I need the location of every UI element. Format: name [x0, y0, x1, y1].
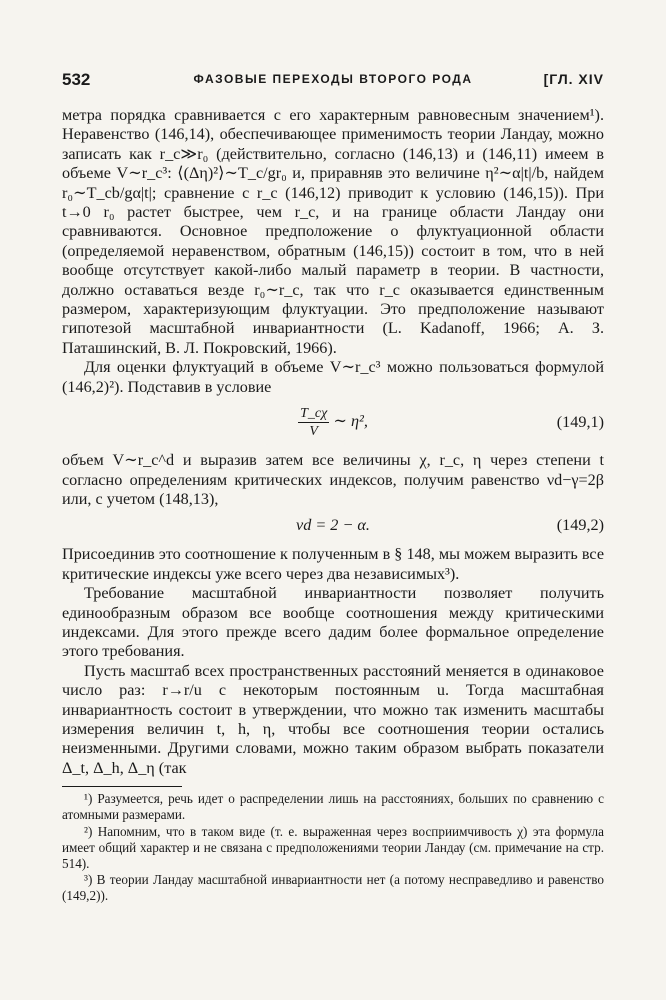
footnote-divider	[62, 786, 182, 787]
footnote-3: ³) В теории Ландау масштабной инвариантности нет (а потому несправедливо и равенство (149,2)).	[62, 872, 604, 904]
footnote-1: ¹) Разумеется, речь идет о распределении лишь на расстояниях, больших по сравнению с атомными размерами.	[62, 791, 604, 823]
paragraph-4: Присоединив это соотношение к полученным в § 148, мы можем выразить все критические индексы уже всего через два независимых³).	[62, 545, 604, 583]
footnote-2: ²) Напомним, что в таком виде (т. е. выраженная через восприимчивость χ) эта формула имеет общий характер и не связана с предположениями теории Ландау (см. примечание на стр. 514).	[62, 823, 604, 871]
paragraph-1: метра порядка сравнивается с его характерным равновесным значением¹). Неравенство (146,14), обеспечивающее применимость теории Ландау, можно записать как r_c≫r₀ (действительно, согласно (146,13) и (146,11) имеем в объеме V∼r_c³: ⟨(Δη)²⟩∼T_c/gr₀ и, приравняв это величине η²∼α|t|/b, найдем r₀∼T_cb/gα|t|; сравнение с r_c (146,12) приводит к условию (146,15)). При t→0 r₀ растет быстрее, чем r_c, и на границе области Ландау они сравниваются. Основное предположение о флуктуационной области (определяемой неравенством, обратным (146,15)) состоит в том, что в ней вообще отсутствует какой-либо малый параметр в теории. В частности, должно оставаться везде r₀∼r_c, так что r_c оказывается единственным размером, характеризующим флуктуации. Это предположение называют гипотезой масштабной инвариантности (L. Kadanoff, 1966; А. З. Паташинский, В. Л. Покровский, 1966).	[62, 106, 604, 357]
equation-number-149-2: (149,2)	[556, 516, 604, 535]
running-title: ФАЗОВЫЕ ПЕРЕХОДЫ ВТОРОГО РОДА	[193, 72, 473, 86]
fraction-numerator: T_cχ	[300, 406, 328, 422]
paragraph-3: объем V∼r_c^d и выразив затем все величины χ, r_c, η через степени t согласно определениям критических индексов, получим равенство νd−γ=2β или, с учетом (148,13),	[62, 451, 604, 508]
page-number: 532	[62, 70, 91, 89]
paragraph-5: Требование масштабной инвариантности позволяет получить единообразным образом все вообще соотношения между критическими индексами. Для этого прежде всего дадим более формальное определение этого требования.	[62, 584, 604, 661]
formula-149-1	[62, 403, 604, 445]
book-page	[62, 70, 604, 905]
formula-149-2	[62, 513, 604, 539]
formula-expression: νd = 2 − α.	[296, 516, 370, 535]
main-text	[62, 106, 604, 778]
page-header	[62, 70, 604, 96]
fraction-denominator: V	[309, 424, 318, 440]
chapter-label: [ГЛ. XIV	[543, 71, 604, 87]
equation-number-149-1: (149,1)	[556, 413, 604, 432]
formula-rhs: ∼ η²,	[333, 412, 368, 431]
paragraph-2: Для оценки флуктуаций в объеме V∼r_c³ можно пользоваться формулой (146,2)²). Подставив в условие	[62, 358, 604, 396]
formula-fraction	[298, 405, 329, 440]
footnotes	[62, 791, 604, 904]
paragraph-6: Пусть масштаб всех пространственных расстояний меняется в одинаковое число раз: r→r/u с некоторым постоянным u. Тогда масштабная инвариантность состоит в утверждении, что можно так изменить масштабы измерения величин t, h, η, чтобы все соотношения теории остались неизменными. Другими словами, можно таким образом выбрать показатели Δ_t, Δ_h, Δ_η (так	[62, 661, 604, 777]
